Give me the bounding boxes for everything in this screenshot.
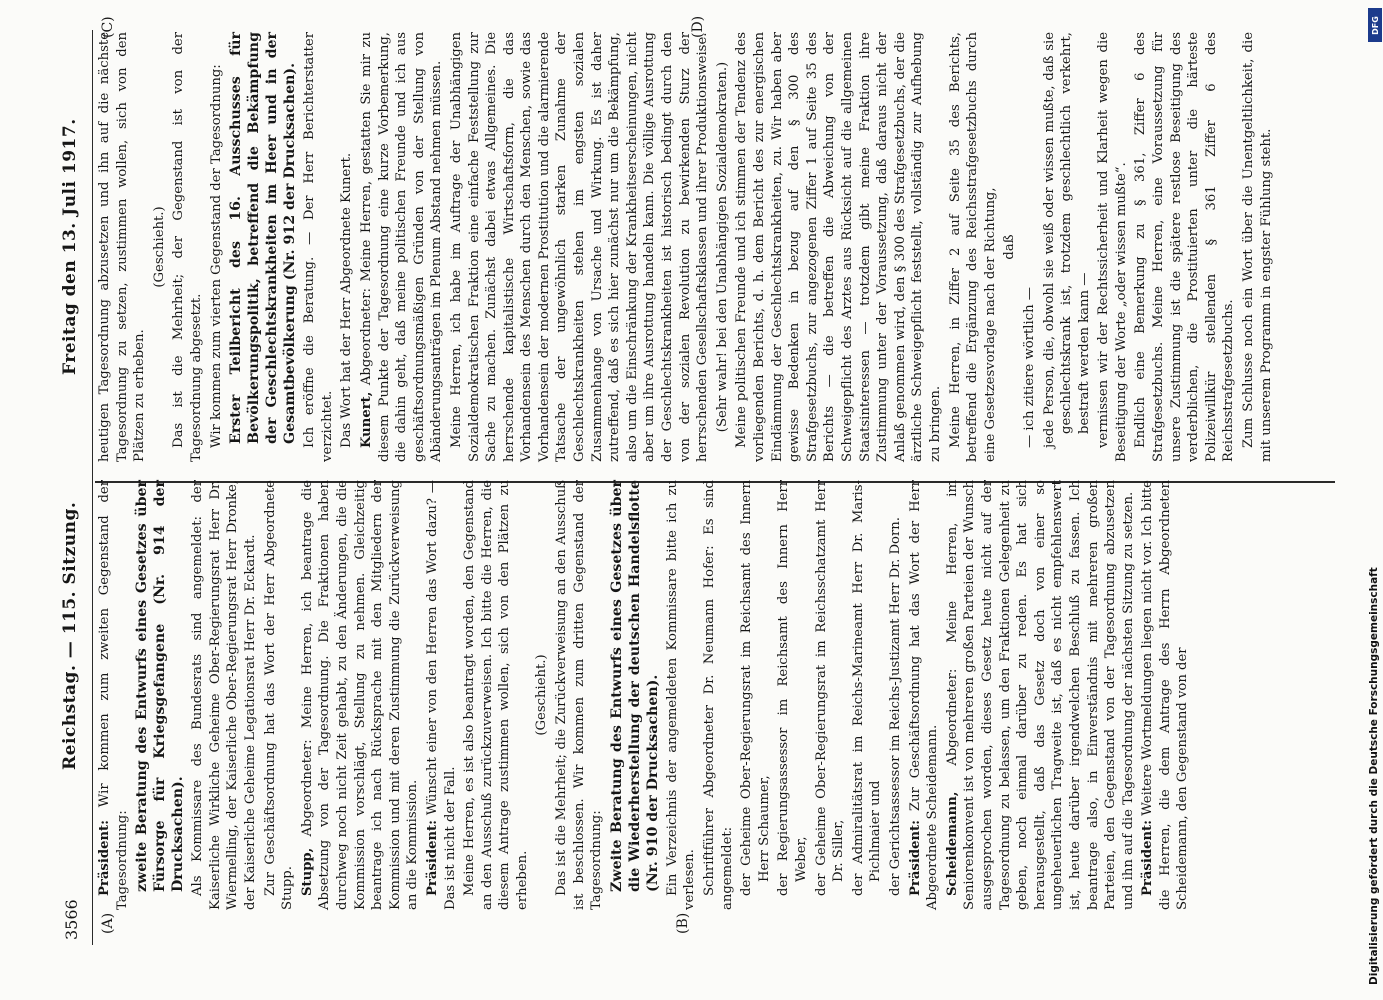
dfg-logo: DFG	[1368, 8, 1382, 42]
paragraph: Meine Herren, ich habe im Auftrage der Unabhängigen Sozialdemokratischen Fraktion eine einfache Feststellung zur Sache zu machen. Zunächst dabei etwas Allgemeines. Die herrschende kapitalistische Wirtschaftsform, die das Vorhandensein des Menschen durch den Menschen, sowie das Vorhandensein der modernen Prostitution und die alarmierende Tatsache der ungewöhnlich starken Zunahme der Geschlechtskrankheiten stehen im engsten sozialen Zusammenhange von Ursache und Wirkung. Es ist daher zutreffend, daß es sich hier zunächst nur um die Bekämpfung, also um die Einschränkung der Krankheitserscheinungen, nicht aber um ihre Ausrottung handeln kann. Die völlige Ausrottung der Geschlechtskrankheiten ist historisch bedingt durch den von der sozialen Revolution zu bewirkenden Sturz der herrschenden Gesellschaftsklassen und ihrer Produktionsweise.	[448, 32, 711, 462]
paragraph: Ich eröffne die Beratung. — Der Herr Berichterstatter verzichtet.	[302, 32, 335, 462]
paragraph: Endlich eine Bemerkung zu § 361, Ziffer 6 des Strafgesetzbuchs. Meine Herren, eine Voraussetzung für unsere Zustimmung ist die spätere restlose Beseitigung des verderblichen, die Prostituierten unter die härteste Polizeiwillkür stellenden § 361 Ziffer 6 des Reichsstrafgesetzbuchs.	[1133, 32, 1237, 462]
digitization-credit: Digitalisierung gefördert durch die Deutsche Forschungsgemeinschaft	[1368, 567, 1380, 985]
paragraph	[907, 480, 942, 910]
paragraph: Meine Herren, es ist also beantragt worden, den Gegenstand an den Ausschuß zurückzuverweisen. Ich bitte die Herren, die diesem Antrage zustimmen wollen, sich von den Plätzen zu erheben.	[462, 480, 530, 910]
paragraph: Schriftführer Abgeordneter Dr. Neumann Hofer: Es sind angemeldet:	[702, 480, 735, 910]
paragraph: Wir kommen zum vierten Gegenstand der Tagesordnung:	[208, 64, 224, 448]
indented-line: der Regierungsassessor im Reichsamt des Innern Herr Weber,	[776, 480, 809, 896]
paragraph-text: Wünscht einer von den Herren das Wort dazu? — Das ist nicht der Fall.	[424, 480, 458, 910]
right-running-title: Freitag den 13. Juli 1917.	[60, 118, 80, 375]
speaker-name: Scheidemann,	[944, 791, 960, 896]
margin-marker-c: (C)	[100, 16, 116, 38]
paragraph: Zur Geschäftsordnung hat das Wort der Herr Abgeordnete Stupp.	[262, 480, 296, 910]
speaker-name: Kunert,	[358, 391, 374, 448]
indented-line: der Geheime Ober-Regierungsrat im Reichsschatzamt Herr Dr. Siller,	[813, 480, 847, 896]
header-rule	[92, 30, 93, 945]
margin-marker-d: (D)	[690, 15, 706, 38]
margin-marker-a: (A)	[100, 912, 116, 934]
paragraph: Zum Schlusse noch ein Wort über die Unentgeltlichkeit, die mit unserem Programm in engster Fühlung steht.	[1241, 32, 1274, 462]
indented-line: der Geheime Ober-Regierungsrat im Reichsamt des Innern Herr Schaumer,	[739, 480, 772, 896]
paragraph: vermissen wir der Rechtssicherheit und Klarheit wegen die Beseitigung der Worte „oder wissen mußte“.	[1096, 32, 1129, 462]
paragraph: Meine politischen Freunde und ich stimmen der Tendenz des vorliegenden Berichts, d. h. dem Bericht des zur energischen Eindämmung der Geschlechtskrankheiten, zu. Wir haben aber gewisse Bedenken in bezug auf den § 300 des Strafgesetzbuchs, zur angezogenen Ziffer 1 auf Seite 35 des Berichts — die betreffen die Abweichung von der Schweigepflicht des Arztes aus Rücksicht auf die allgemeinen Staatsinteressen — trotzdem gibt meine Fraktion ihre Zustimmung unter der Voraussetzung, daß daraus nicht der Anlaß genommen wird, den § 300 des Strafgesetzbuchs, der die ärztliche Schweigepflicht feststellt, vollständig zur Aufhebung zu bringen.	[734, 32, 943, 462]
paragraph: — ich zitiere wörtlich —	[1021, 287, 1037, 448]
right-text-column	[96, 32, 1277, 462]
paragraph-text: Abgeordneter: Meine Herren, im Seniorenkonvent ist von mehreren großen Parteien der Wunsch ausgesprochen worden, dieses Gesetz heute nicht auf der Tagesordnung zu belassen, um den Fraktionen Gelegenheit zu geben, noch einmal darüber zu reden. Es hat sich herausgestellt, daß das Gesetz doch von einer so ungeheuerlichen Tragweite ist, daß es nicht empfehlenswert ist, heute darüber irgendwelchen Beschluß zu fassen. Ich beantrage also, in Einverständnis mit mehreren großen Parteien, den Gegenstand von der Tagesordnung abzusetzen und ihn auf die Tagesordnung der nächsten Sitzung zu setzen.	[944, 480, 1136, 910]
indented-line: jede Person, die, obwohl sie weiß oder wissen mußte, daß sie geschlechtskrank ist, trotzdem geschlechtlich verkehrt, bestraft werden kann —	[1041, 32, 1092, 448]
paragraph	[96, 480, 131, 910]
agenda-heading: Erster Teilbericht des 16. Ausschusses für Bevölkerungspolitik, betreffend die Bekämpfung der Geschlechtskrankheiten im Heer und in der Gesamtbevölkerung (Nr. 912 der Drucksachen).	[228, 32, 299, 444]
page-number: 3566	[62, 899, 81, 940]
paragraph: Ein Verzeichnis der angemeldeten Kommissare bitte ich zu verlesen.	[664, 480, 698, 910]
paragraph	[358, 32, 446, 462]
paragraph: Das ist die Mehrheit; der Gegenstand ist von der Tagesordnung abgesetzt.	[171, 32, 204, 462]
speaker-name: Präsident:	[907, 819, 923, 896]
paragraph	[1139, 480, 1192, 910]
agenda-heading: Zweite Beratung des Entwurfs eines Gesetzes über die Wiederherstellung der deutschen Handelsflotte (Nr. 910 der Drucksachen).	[608, 480, 661, 892]
indented-line: der Gerichtsassessor im Reichs-Justizamt Herr Dr. Dorn.	[887, 517, 903, 896]
interjection: daß	[1002, 234, 1018, 260]
indented-line: der Admiralitätsrat im Reichs-Marineamt Herr Dr. Maris-Pichlmaier und	[850, 480, 884, 896]
page-header	[58, 30, 88, 940]
paragraph: Das Wort hat der Herr Abgeordnete Kunert.	[339, 152, 355, 448]
paragraph-text: Abgeordneter: Meine Herren, ich beantrage die Absetzung von der Tagesordnung. Die Fraktionen haben durchweg noch nicht Zeit gehabt, zu den Änderungen, die die Kommission vorschlägt, Stellung zu nehmen. Gleichzeitig beantrage ich nach Rücksprache mit den Mitgliedern der Kommission und mit deren Zustimmung die Zurückverweisung an die Kommission.	[299, 480, 421, 910]
paragraph: Als Kommissare des Bundesrats sind angemeldet: der Kaiserliche Wirkliche Geheime Ober-Regierungsrat Herr Dr. Wiermelling, der Kaiserliche Ober-Regierungsrat Herr Dronke, der Kaiserliche Geheime Legationsrat Herr Dr. Eckardt.	[190, 480, 258, 910]
speaker-name: Präsident:	[424, 819, 440, 896]
speaker-name: Präsident:	[97, 819, 112, 896]
speaker-name: Stupp,	[299, 847, 315, 896]
paragraph	[424, 480, 459, 910]
paragraph-text: Weitere Wortmeldungen liegen nicht vor. Ich bitte die Herren, die dem Antrage des Herrn Abgeordneten Scheidemann, den Gegenstand von der	[1140, 480, 1191, 910]
paragraph	[944, 480, 1138, 910]
margin-marker-b: (B)	[675, 912, 691, 934]
paragraph	[299, 480, 422, 910]
paragraph: heutigen Tagesordnung abzusetzen und ihn auf die nächste Tagesordnung zu setzen, zustimmen wollen, sich von den Plätzen zu erheben.	[97, 32, 148, 462]
paragraph-text: Wir kommen zum zweiten Gegenstand der Tagesordnung:	[97, 480, 130, 910]
speaker-name: Präsident:	[1140, 819, 1156, 896]
agenda-heading: zweite Beratung des Entwurfs eines Gesetzes über Fürsorge für Kriegsgefangene (Nr. 914 der Drucksachen).	[134, 480, 187, 892]
paragraph-text: Zur Geschäftsordnung hat das Wort der Herr Abgeordnete Scheidemann.	[907, 480, 941, 910]
left-running-title: Reichstag. — 115. Sitzung.	[60, 501, 80, 770]
paragraph: Meine Herren, in Ziffer 2 auf Seite 35 des Berichts, betreffend die Ergänzung des Reichsstrafgesetzbuchs durch eine Gesetzesvorlage nach der Richtung,	[947, 32, 998, 462]
interjection: (Sehr wahr! bei den Unabhängigen Sozialdemokraten.)	[714, 61, 730, 433]
paragraph: Das ist die Mehrheit; die Zurückverweisung an den Ausschuß ist beschlossen. Wir kommen zum dritten Gegenstand der Tagesordnung:	[554, 480, 605, 910]
left-text-column	[96, 480, 1194, 910]
interjection: (Geschieht.)	[151, 206, 167, 288]
interjection: (Geschieht.)	[534, 654, 550, 736]
paragraph-text: Abgeordneter: Meine Herren, gestatten Sie mir zu diesem Punkte der Tagesordnung eine kurze Vorbemerkung, die dahin geht, daß meine politischen Freunde und ich aus geschäftsordnungsmäßigen Gründen von der Stellung von Abänderungsanträgen im Plenum Abstand nehmen müssen.	[358, 32, 445, 462]
